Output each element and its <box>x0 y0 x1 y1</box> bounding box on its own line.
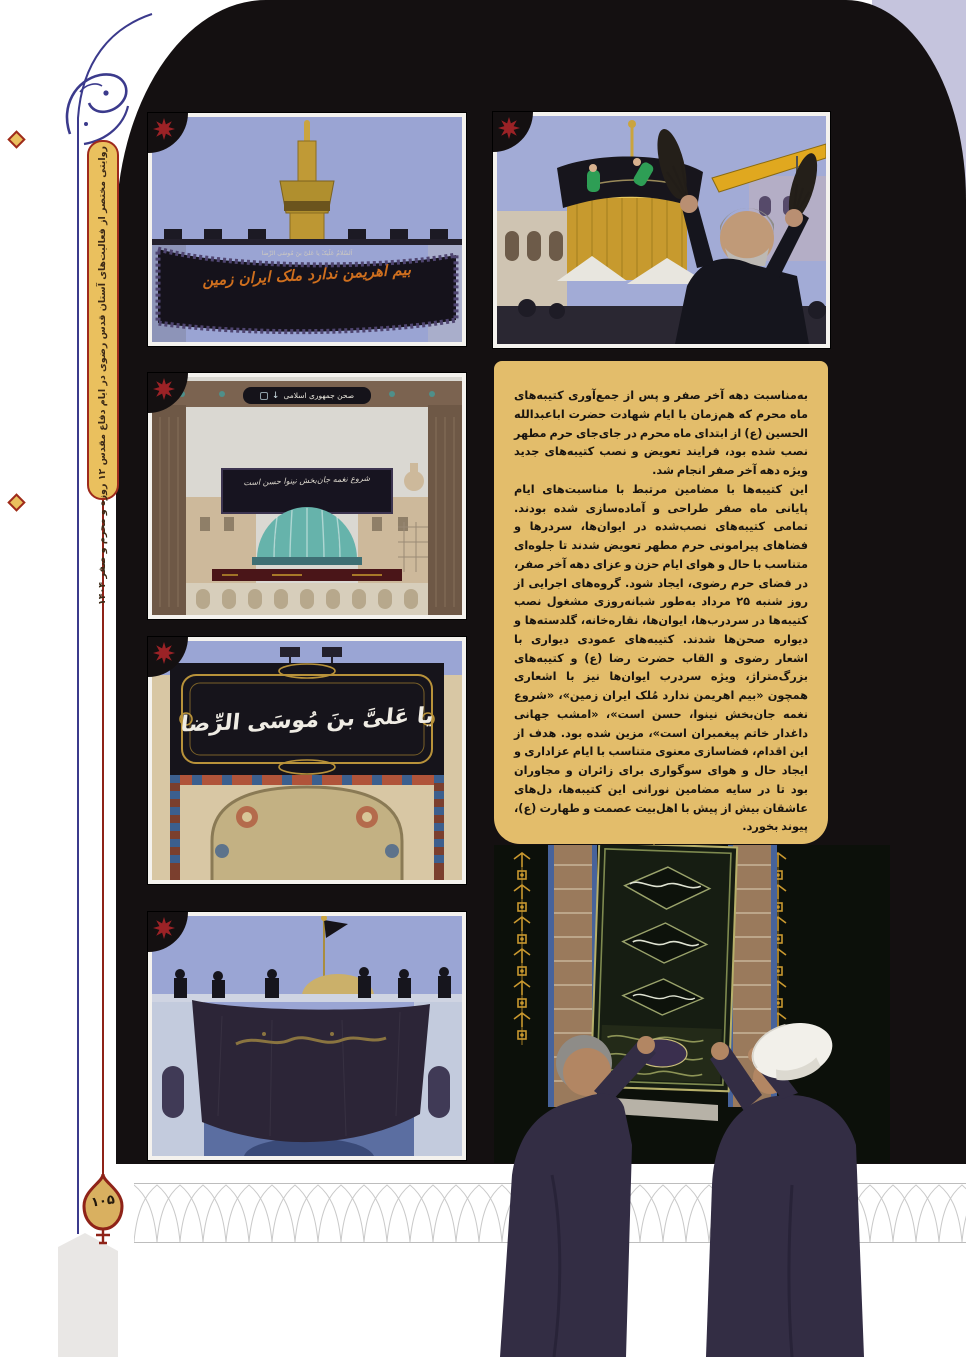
courtyard-sign <box>243 387 371 404</box>
page-number: ۱۰۵ <box>90 1192 116 1211</box>
red-star-icon <box>497 116 521 140</box>
sidebar-title: روایتی مختصر از فعالیت‌های آستان قدس رضوی در ایام دفاع مقدس ۱۲ روزه و محرم و صفر ۱۴۰۴ <box>97 146 108 606</box>
dome-mourner-photo-art <box>497 116 826 344</box>
red-star-icon <box>152 377 176 401</box>
article-paragraph-2: این کتیبه‌ها با مضامین مرتبط با مناسبت‌های ایام پایانی ماه صفر طراحی و آماده‌سازی شده بودند. تمامی کتیبه‌های نصب‌شده در ایوان‌ها، سردرها و فضاهای پیرامونی حرم مطهر تعویض شدند تا جلوه‌ای متناسب با حال و هوای ایام حزن و عزای دهه آخر صفر، در فضای حرم رضوی، ایجاد شود. گروه‌های اجرایی از روز شنبه ۲۵ مرداد به‌طور شبانه‌روزی مشغول نصب کتیبه‌ها در سردرب‌ها، ایوان‌ها، نقاره‌خانه، گلدسته‌ها و دیواره صحن‌ها شدند. کتیبه‌های عمودی دیواری با اشعار رضوی و القاب حضرت رضا (ع) و کتیبه‌های بزرگ‌متراژ، ویژه سردرب ایوان‌ها نیز با اشعاری همچون «بیم اهریمن ندارد مُلک ایران زمین»، «شروع نغمه جان‌بخش نینوا، حسن است»، «امشب جهانی داغدار خاتم پیغمبران است»، مزین شده بود. هدف از این اقدام، فضاسازی معنوی متناسب با ایام عزاداری و ایجاد حال و هوای سوگواری برای زائران و مجاوران بود تا در سایه مضامین نورانی این کتیبه‌ها، دل‌های عاشقان بیش از پیش با اهل‌بیت عصمت و طهارت (ع)، پیوند بخورد. <box>514 482 809 834</box>
page-number-medallion <box>80 1172 126 1250</box>
banner-dedication-text: اَلسَّلامُ عَلَیکَ یا عَلیَّ بنَ مُوسَی الرِّضا <box>261 249 353 257</box>
dome-banner-text: شروع نغمه جان‌بخش نینوا حسن است <box>243 473 371 487</box>
banner-calligraphy-text: یا عَلیَّ بنَ مُوسَی الرِّضا <box>179 703 435 737</box>
red-star-icon <box>152 916 176 940</box>
roof-banner-photo-art <box>152 916 462 1156</box>
photo-dome-mourner <box>493 112 830 348</box>
photo-roof-banner-install <box>148 912 466 1160</box>
down-arrow-icon: ↓ <box>271 390 280 401</box>
photo-calligraphy-banner <box>148 637 466 884</box>
photo-courtyard-gate <box>148 373 466 619</box>
banner-verse-text: بیم اهریمن ندارد ملک ایران زمین <box>202 260 412 289</box>
sidebar-title-ribbon <box>87 140 119 606</box>
gate-photo-art <box>152 377 462 615</box>
bookmark-ribbon <box>58 1233 118 1357</box>
sign-text: صحن جمهوری اسلامی <box>283 391 355 400</box>
article-paragraph-1: به‌مناسبت دهه آخر صفر و پس از جمع‌آوری کتیبه‌های ماه محرم که هم‌زمان با ایام شهادت حضرت اباعبدالله الحسین (ع) از ابتدای ماه محرم در جای‌جای حرم مطهر نصب شده بود، فرایند تعویض و نصب کتیبه‌های جدید ویژه دهه آخر صفر انجام شد. <box>514 389 808 477</box>
photo-minaret-banner <box>148 113 466 346</box>
article-text-box <box>494 361 828 844</box>
minaret-photo-art <box>152 117 462 342</box>
red-star-icon <box>152 641 176 665</box>
red-star-icon <box>152 117 176 141</box>
shrine-pictogram-icon <box>260 392 268 400</box>
photo-panel-install-scene <box>492 845 896 1357</box>
